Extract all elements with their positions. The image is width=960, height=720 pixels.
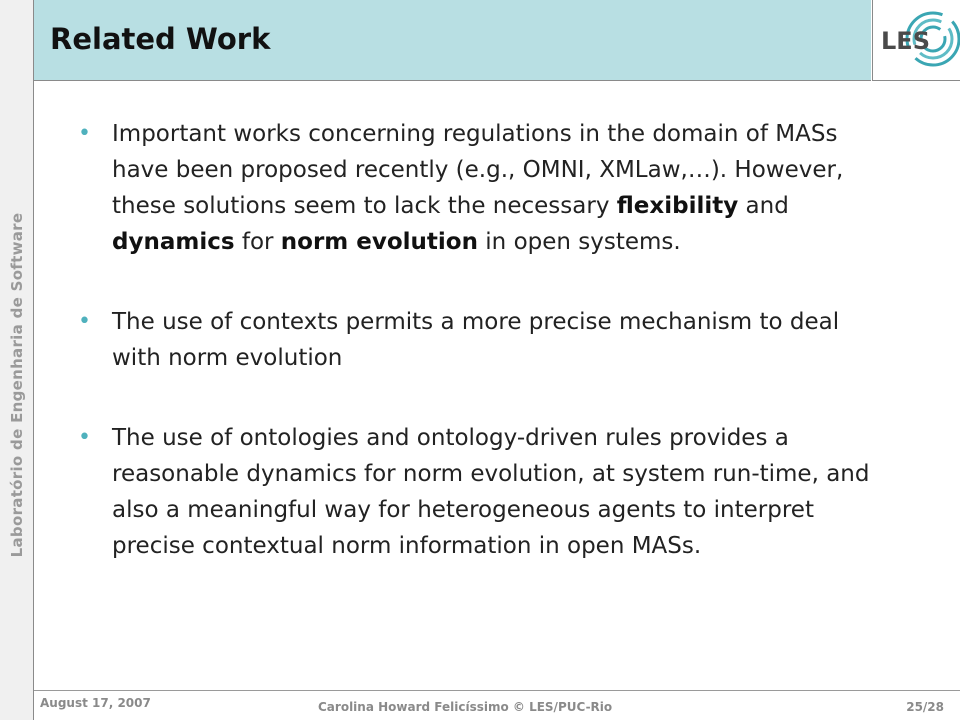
bullet-item bbox=[78, 420, 878, 564]
bullet-text: Important works concerning regulations in the domain of MASs have been proposed recently (e.g., OMNI, XMLaw,…). However, these solutions seem to lack the necessary bbox=[112, 121, 844, 219]
footer-divider bbox=[34, 690, 960, 691]
footer-date: August 17, 2007 bbox=[40, 696, 151, 710]
footer-page-number: 25/28 bbox=[906, 700, 944, 714]
footer-author: Carolina Howard Felicíssimo © LES/PUC-Rio bbox=[318, 700, 613, 714]
slide-content bbox=[78, 116, 878, 608]
slide-title: Related Work bbox=[50, 22, 271, 56]
bullet-text: and bbox=[738, 193, 789, 219]
les-logo-icon bbox=[873, 0, 960, 80]
logo-text: LES bbox=[881, 27, 930, 55]
bullet-dot-icon: • bbox=[78, 121, 91, 146]
bullet-dot-icon: • bbox=[78, 309, 91, 334]
bullet-bold-term: dynamics bbox=[112, 229, 235, 255]
bullet-text: The use of contexts permits a more precise mechanism to deal with norm evolution bbox=[112, 309, 840, 371]
logo-box bbox=[872, 0, 960, 81]
sidebar-lab-name: Laboratório de Engenharia de Software bbox=[8, 212, 26, 558]
bullet-dot-icon: • bbox=[78, 425, 91, 450]
slide-header bbox=[34, 0, 871, 81]
sidebar bbox=[0, 0, 34, 720]
bullet-text: in open systems. bbox=[477, 229, 681, 255]
bullet-item bbox=[78, 116, 878, 260]
bullet-bold-term: flexibility bbox=[616, 193, 739, 219]
bullet-text: for bbox=[234, 229, 281, 255]
bullet-text: The use of ontologies and ontology-driven rules provides a reasonable dynamics for norm evolution, at system run-time, and also a meaningful way for heterogeneous agents to interpret precise contextual norm information in open MASs. bbox=[112, 425, 870, 559]
bullet-item bbox=[78, 304, 878, 376]
bullet-bold-term: norm evolution bbox=[280, 229, 478, 255]
